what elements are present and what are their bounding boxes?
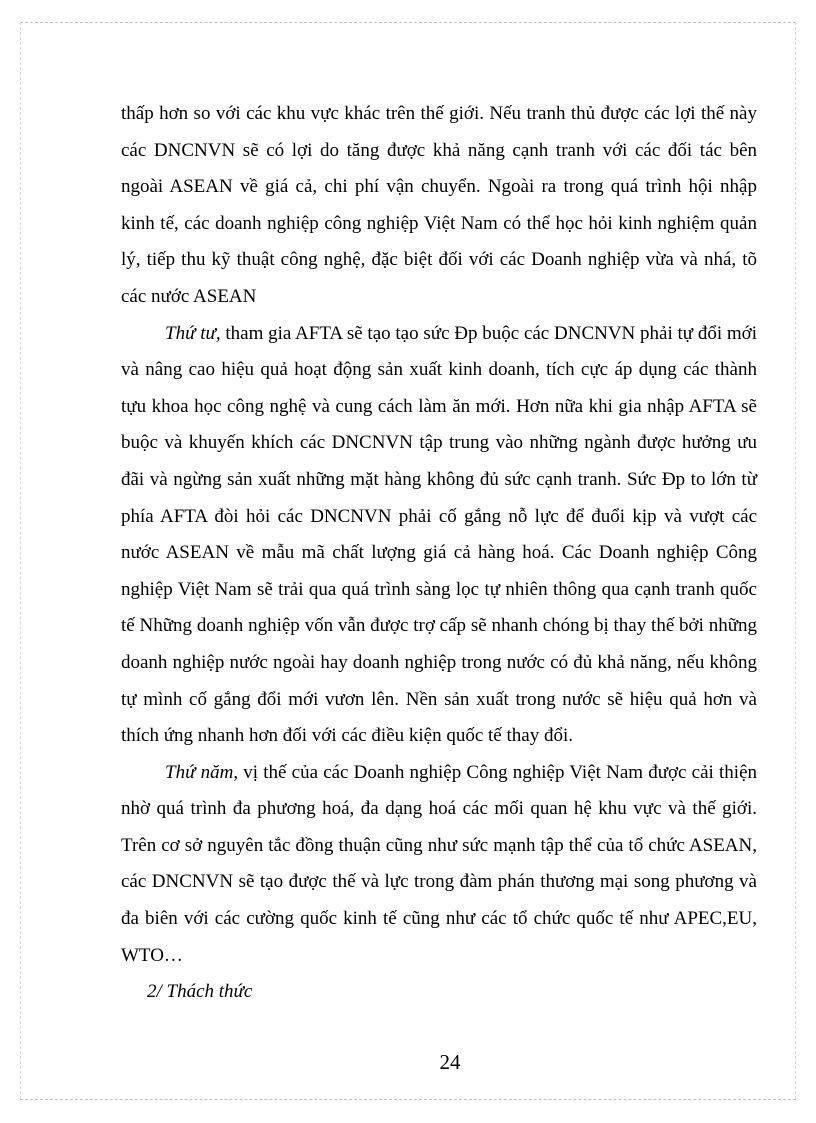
page-border-bottom [20, 1099, 796, 1100]
paragraph-text: tham gia AFTA sẽ tạo tạo sức Đp buộc các DNCNVN phải tự đổi mới và nâng cao hiệu quả hoạt động sản xuất kinh doanh, tích cực áp dụng các thành tựu khoa học công nghệ và cung cách làm ăn mới. Hơn nữa khi gia nhập AFTA sẽ buộc và khuyến khích các DNCNVN tập trung vào những ngành được hưởng ưu đãi và ngừng sản xuất những mặt hàng không đủ sức cạnh tranh. Sức Đp to lớn từ phía AFTA đòi hỏi các DNCNVN phải cố gắng nỗ lực để đuổi kịp và vượt các nước ASEAN về mẫu mã chất lượng giá cả hàng hoá. Các Doanh nghiệp Công nghiệp Việt Nam sẽ trải qua quá trình sàng lọc tự nhiên thông qua cạnh tranh quốc tế Những doanh nghiệp vốn vẫn được trợ cấp sẽ nhanh chóng bị thay thế bởi những doanh nghiệp nước ngoài hay doanh nghiệp trong nước có đủ khả năng, nếu không tự mình cố gắng đổi mới vươn lên. Nền sản xuất trong nước sẽ hiệu quả hơn và thích ứng nhanh hơn đối với các điều kiện quốc tế thay đổi. [121, 322, 757, 747]
paragraph-lead: Thứ tư, [165, 322, 221, 344]
paragraph-thu-tu [121, 316, 757, 755]
body-text [121, 96, 757, 1011]
page-number: 24 [439, 1050, 461, 1074]
paragraph-text: , vị thế của các Doanh nghiệp Công nghiệp Việt Nam được cải thiện nhờ quá trình đa phương hoá, đa dạng hoá các mối quan hệ khu vực và thế giới. Trên cơ sở nguyên tắc đồng thuận cũng như sức mạnh tập thể của tổ chức ASEAN, các DNCNVN sẽ tạo được thế và lực trong đàm phán thương mại song phương và đa biên với các cường quốc kinh tế cũng như các tổ chức quốc tế như APEC,EU, WTO… [121, 761, 757, 966]
paragraph-thu-nam [121, 755, 757, 975]
page-border-left [20, 22, 21, 1099]
page-border-right [795, 22, 796, 1099]
paragraph-continuation [121, 96, 757, 316]
page-border-top [20, 22, 796, 23]
paragraph-lead: Thứ năm [165, 761, 234, 783]
paragraph-text: thấp hơn so với các khu vực khác trên thế giới. Nếu tranh thủ được các lợi thế này các DNCNVN sẽ có lợi do tăng được khả năng cạnh tranh với các đối tác bên ngoài ASEAN về giá cả, chi phí vận chuyển. Ngoài ra trong quá trình hội nhập kinh tế, các doanh nghiệp công nghiệp Việt Nam có thể học hỏi kinh nghiệm quản lý, tiếp thu kỹ thuật công nghệ, đặc biệt đối với các Doanh nghiệp vừa và nhá, tõ các nước ASEAN [121, 103, 757, 307]
section-heading: 2/ Thách thức [147, 981, 253, 1003]
